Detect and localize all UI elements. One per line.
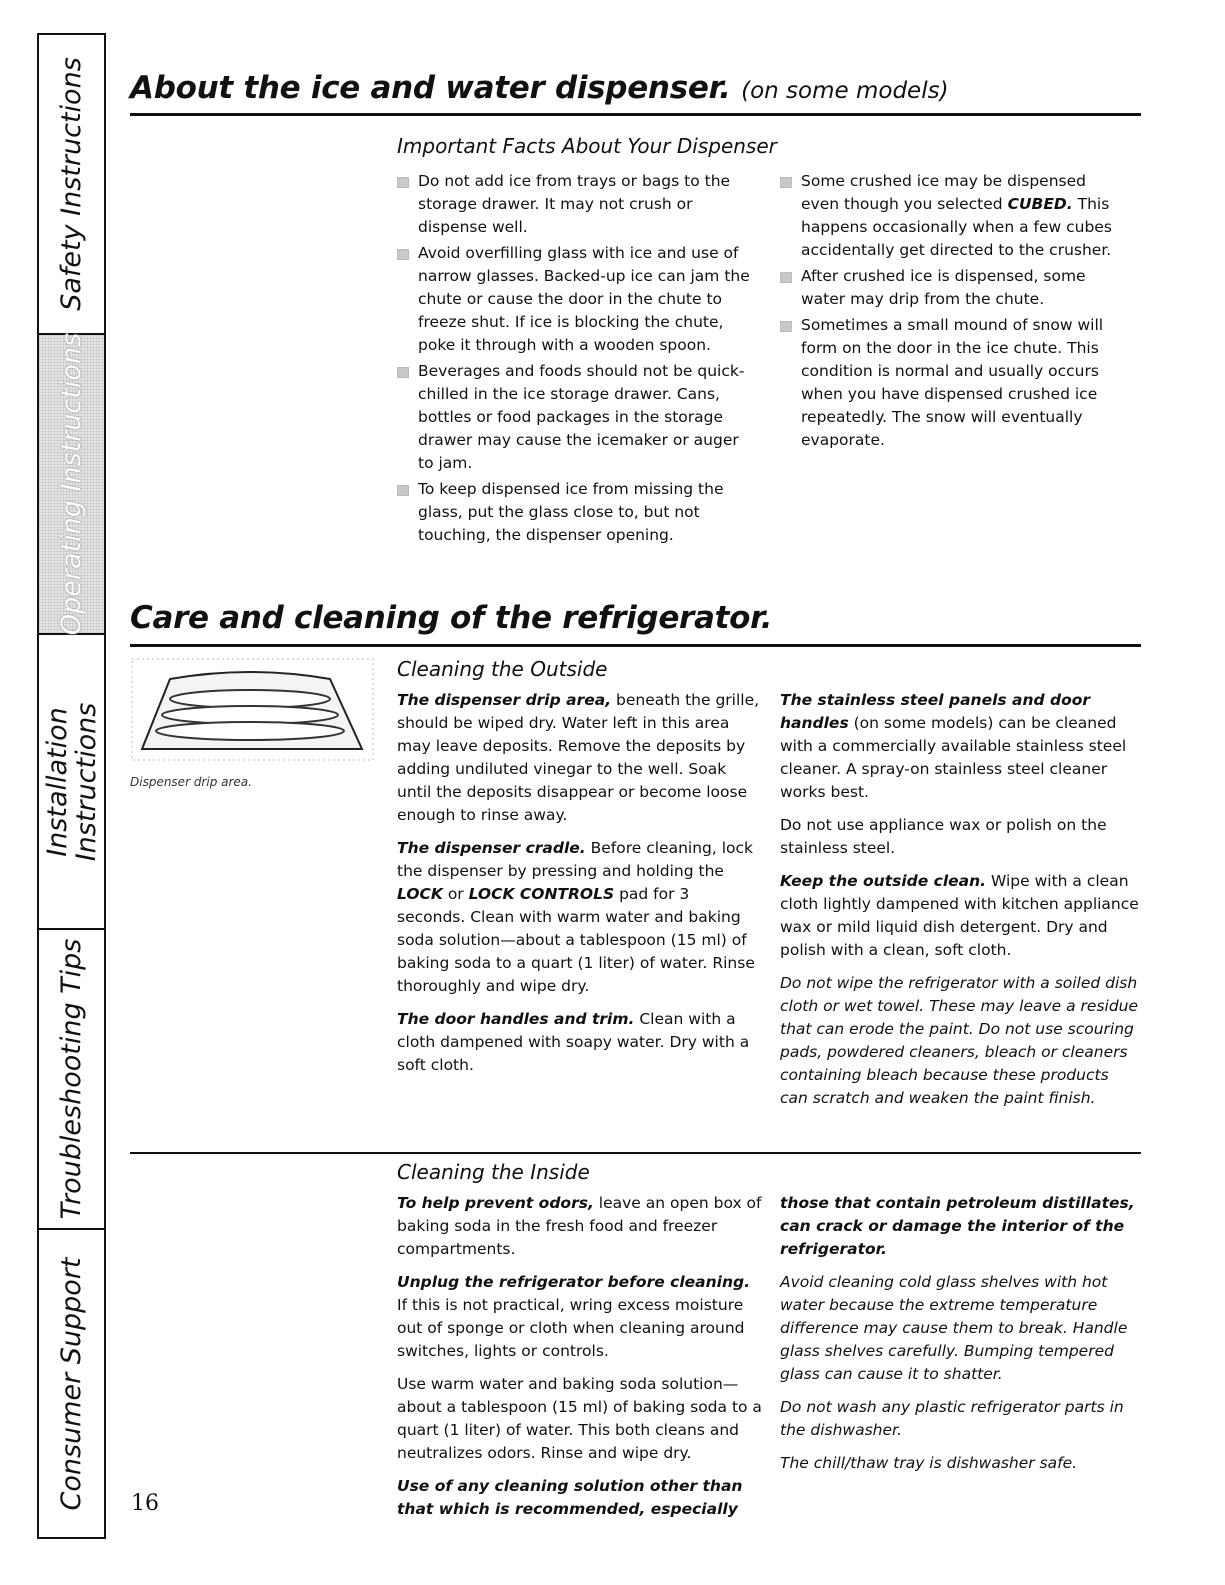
- section-title-dispenser: About the ice and water dispenser. (on some models): [130, 70, 949, 106]
- tab-troubleshooting-tips[interactable]: [39, 930, 104, 1230]
- subsection-divider: [130, 1152, 1141, 1154]
- paragraph: Do not wash any plastic refrigerator parts in the dishwasher.: [780, 1398, 1124, 1439]
- paragraph: The door handles and trim. Clean with a cloth dampened with soapy water. Dry with a soft cloth.: [397, 1010, 750, 1074]
- section-divider: [130, 644, 1141, 647]
- tab-consumer-support[interactable]: [39, 1230, 104, 1537]
- bullet-icon: [397, 485, 409, 496]
- paragraph: Unplug the refrigerator before cleaning. If this is not practical, wring excess moisture out of sponge or cloth when cleaning around switches, lights or controls.: [397, 1273, 750, 1360]
- tab-label: Installation Instructions: [41, 702, 102, 861]
- list-item: To keep dispensed ice from missing the glass, put the glass close to, but not touching, the dispenser opening.: [397, 478, 759, 547]
- bullet-icon: [397, 177, 409, 188]
- list-item: Do not add ice from trays or bags to the storage drawer. It may not crush or dispense well.: [397, 170, 759, 239]
- cleaning-inside-right: [780, 1192, 1140, 1485]
- paragraph: those that contain petroleum distillates, can crack or damage the interior of the refrigerator.: [780, 1194, 1135, 1258]
- section-title-care-cleaning: Care and cleaning of the refrigerator.: [130, 600, 773, 636]
- paragraph: Use of any cleaning solution other than that which is recommended, especially: [397, 1477, 743, 1518]
- title-note: (on some models): [741, 78, 949, 104]
- subheading-cleaning-inside: Cleaning the Inside: [397, 1160, 590, 1184]
- list-item: Some crushed ice may be dispensed even though you selected CUBED. This happens occasionally when a few cubes accidentally get directed to the crusher.: [780, 170, 1125, 262]
- cleaning-outside-right: [780, 689, 1140, 1120]
- paragraph: Keep the outside clean. Wipe with a clean cloth lightly dampened with kitchen appliance wax or mild liquid dish detergent. Dry and polish with a clean, soft cloth.: [780, 872, 1139, 959]
- list-item: After crushed ice is dispensed, some water may drip from the chute.: [780, 265, 1125, 311]
- subheading-important-facts: Important Facts About Your Dispenser: [397, 134, 777, 158]
- cleaning-inside-left: [397, 1192, 762, 1531]
- cleaning-outside-left: [397, 689, 762, 1087]
- list-item: Avoid overfilling glass with ice and use of narrow glasses. Backed-up ice can jam the chute or cause the door in the chute to freeze shut. If ice is blocking the chute, poke it through with a wooden spoon.: [397, 242, 759, 357]
- paragraph: Do not wipe the refrigerator with a soiled dish cloth or wet towel. These may leave a residue that can erode the paint. Do not use scouring pads, powdered cleaners, bleach or cleaners containing bleach because these products can scratch and weaken the paint finish.: [780, 974, 1139, 1107]
- tab-label: Safety Instructions: [55, 57, 87, 311]
- bullet-icon: [780, 272, 792, 283]
- page-number: 16: [131, 1491, 159, 1516]
- bullet-icon: [780, 321, 792, 332]
- tab-label: Troubleshooting Tips: [55, 938, 87, 1220]
- paragraph: The dispenser cradle. Before cleaning, lock the dispenser by pressing and holding the LOCK or LOCK CONTROLS pad for 3 seconds. Clean with warm water and baking soda solution—about a tablespoon (15 ml) of baking soda to a quart (1 liter) of water. Rinse thoroughly and wipe dry.: [397, 839, 755, 995]
- tab-installation-instructions[interactable]: [39, 635, 104, 930]
- list-item: Beverages and foods should not be quick-chilled in the ice storage drawer. Cans, bottles or food packages in the storage drawer may cause the icemaker or auger to jam.: [397, 360, 759, 475]
- paragraph: The dispenser drip area, beneath the grille, should be wiped dry. Water left in this area may leave deposits. Remove the deposits by adding undiluted vinegar to the well. Soak until the deposits disappear or become loose enough to rinse away.: [397, 691, 760, 824]
- list-item: Sometimes a small mound of snow will form on the door in the ice chute. This condition is normal and usually occurs when you have dispensed crushed ice repeatedly. The snow will eventually evaporate.: [780, 314, 1125, 452]
- dispenser-drip-area-illustration: [130, 657, 375, 762]
- tab-label: Operating Instructions: [55, 332, 87, 636]
- subheading-cleaning-outside: Cleaning the Outside: [397, 657, 608, 681]
- bullet-icon: [397, 367, 409, 378]
- image-caption: Dispenser drip area.: [130, 775, 252, 789]
- tab-label: Consumer Support: [55, 1257, 87, 1510]
- section-divider: [130, 113, 1141, 116]
- paragraph: The chill/thaw tray is dishwasher safe.: [780, 1454, 1078, 1472]
- paragraph: Do not use appliance wax or polish on the stainless steel.: [780, 816, 1107, 857]
- dispenser-facts-left: [397, 170, 759, 550]
- tab-operating-instructions[interactable]: [39, 332, 104, 636]
- bullet-icon: [397, 249, 409, 260]
- paragraph: Avoid cleaning cold glass shelves with hot water because the extreme temperature difference may cause them to break. Handle glass shelves carefully. Bumping tempered glass can cause it to shatter.: [780, 1273, 1128, 1383]
- paragraph: The stainless steel panels and door handles (on some models) can be cleaned with a commercially available stainless steel cleaner. A spray-on stainless steel cleaner works best.: [780, 691, 1127, 801]
- section-tabs: [37, 33, 106, 1539]
- bullet-icon: [780, 177, 792, 188]
- paragraph: Use warm water and baking soda solution—about a tablespoon (15 ml) of baking soda to a quart (1 liter) of water. This both cleans and neutralizes odors. Rinse and wipe dry.: [397, 1375, 762, 1462]
- paragraph: To help prevent odors, leave an open box of baking soda in the fresh food and freezer compartments.: [397, 1194, 762, 1258]
- dispenser-facts-right: [780, 170, 1125, 455]
- tab-safety-instructions[interactable]: [39, 35, 104, 335]
